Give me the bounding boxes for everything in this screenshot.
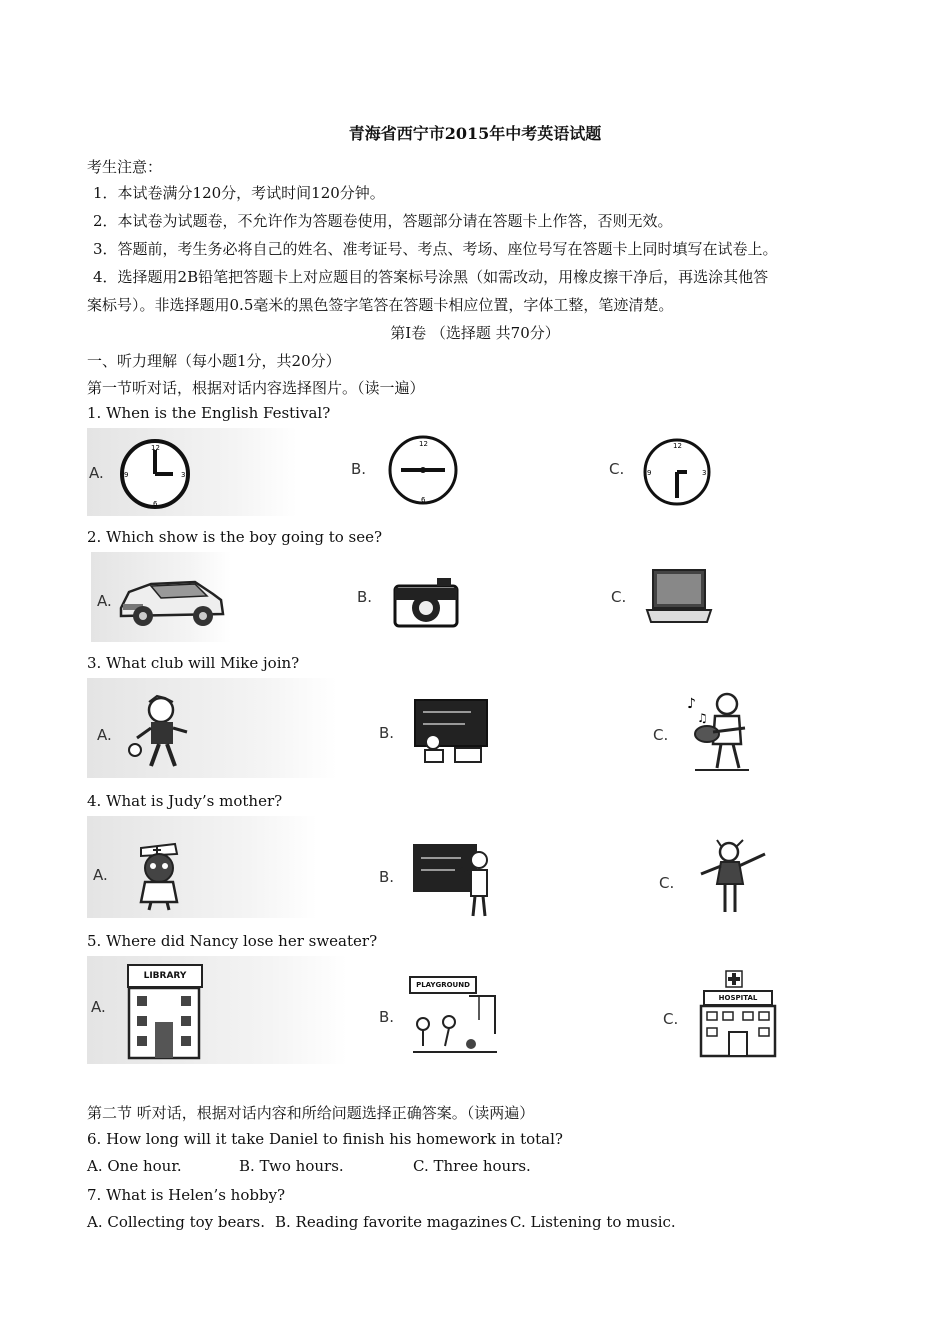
option-label: A. [97, 726, 112, 744]
option-label: C. [611, 588, 627, 606]
camera-icon [391, 574, 461, 632]
svg-text:12: 12 [419, 440, 428, 448]
svg-text:♪: ♪ [687, 696, 696, 712]
svg-text:3: 3 [181, 471, 186, 479]
picture-options-row [87, 816, 857, 918]
svg-text:9: 9 [647, 469, 652, 477]
notice-item: 2．本试卷为试题卷，不允许作为答题卷使用，答题部分请在答题卡上作答，否则无效。 [93, 212, 673, 230]
svg-text:9: 9 [124, 471, 129, 479]
question-text: 4. What is Judy’s mother? [87, 792, 283, 810]
option-label: A. [97, 592, 112, 610]
clock-six-icon [639, 434, 715, 510]
soccer-player-icon [123, 692, 197, 774]
notice-item-continued: 案标号）。非选择题用0.5毫米的黑色签字笔答在答题卡相应位置，字体工整，笔迹清楚。 [87, 296, 674, 314]
playground-icon [409, 976, 501, 1056]
library-sign: LIBRARY [127, 964, 203, 988]
red-cross-icon [725, 970, 743, 988]
section-instruction: 第一节听对话，根据对话内容选择图片。（读一遍） [87, 379, 425, 397]
page-title: 青海省西宁市2015年中考英语试题 [348, 124, 602, 143]
part-heading: 第Ⅰ卷 （选择题 共70分） [390, 324, 560, 342]
option-label: B. [357, 588, 373, 606]
option-label: B. [379, 724, 395, 742]
option-label: C. [653, 726, 669, 744]
question-text: 6. How long will it take Daniel to finish his homework in total? [87, 1130, 563, 1148]
car-icon [115, 568, 227, 632]
notice-item: 1．本试卷满分120分，考试时间120分钟。 [93, 184, 385, 202]
option-label: C. [663, 1010, 679, 1028]
laptop-icon [643, 566, 715, 628]
nurse-icon [127, 836, 191, 912]
option-label: B. [351, 460, 367, 478]
answer-option: B. Reading favorite magazines [275, 1213, 508, 1231]
clock-four-icon [117, 436, 193, 512]
answer-option: A. Collecting toy bears. [87, 1213, 265, 1231]
guitar-player-icon [683, 688, 757, 774]
section-instruction: 第二节 听对话，根据对话内容和所给问题选择正确答案。（读两遍） [87, 1104, 535, 1122]
picture-options-row [87, 956, 857, 1064]
answer-option: C. Listening to music. [510, 1213, 676, 1231]
notice-heading: 考生注意： [87, 158, 163, 176]
classroom-board-icon [411, 696, 491, 766]
picture-options-row [87, 428, 857, 516]
library-building-icon [123, 964, 205, 1060]
svg-text:12: 12 [151, 444, 160, 452]
svg-text:♫: ♫ [697, 711, 708, 725]
svg-text:6: 6 [421, 496, 426, 504]
notice-item: 3．答题前，考生务必将自己的姓名、准考证号、考点、考场、座位号写在答题卡上同时填写在试卷上。 [93, 240, 778, 258]
svg-text:6: 6 [153, 500, 158, 508]
section-heading: 一、听力理解（每小题1分，共20分） [87, 352, 341, 370]
question-text: 7. What is Helen’s hobby? [87, 1186, 286, 1204]
option-label: A. [91, 998, 106, 1016]
notice-item: 4．选择题用2B铅笔把答题卡上对应题目的答案标号涂黑（如需改动，用橡皮擦干净后，再选涂其他答 [93, 268, 769, 286]
question-text: 3. What club will Mike join? [87, 654, 300, 672]
option-label: B. [379, 868, 395, 886]
question-text: 5. Where did Nancy lose her sweater? [87, 932, 378, 950]
hospital-sign: HOSPITAL [703, 990, 773, 1006]
svg-text:12: 12 [673, 442, 682, 450]
hospital-building-icon [697, 970, 779, 1058]
svg-text:3: 3 [702, 469, 707, 477]
option-label: B. [379, 1008, 395, 1026]
picture-options-row [87, 552, 857, 642]
answer-option: C. Three hours. [413, 1157, 531, 1175]
playground-sign: PLAYGROUND [409, 976, 477, 994]
teacher-at-blackboard-icon [411, 840, 495, 918]
option-label: C. [659, 874, 675, 892]
picture-options-row [87, 678, 857, 778]
dancer-icon [695, 838, 771, 918]
option-label: A. [89, 464, 104, 482]
question-text: 2. Which show is the boy going to see? [87, 528, 383, 546]
question-text: 1. When is the English Festival? [87, 404, 331, 422]
option-label: C. [609, 460, 625, 478]
answer-option: A. One hour. [87, 1157, 182, 1175]
answer-option: B. Two hours. [239, 1157, 344, 1175]
clock-three-icon [385, 432, 461, 508]
option-label: A. [93, 866, 108, 884]
